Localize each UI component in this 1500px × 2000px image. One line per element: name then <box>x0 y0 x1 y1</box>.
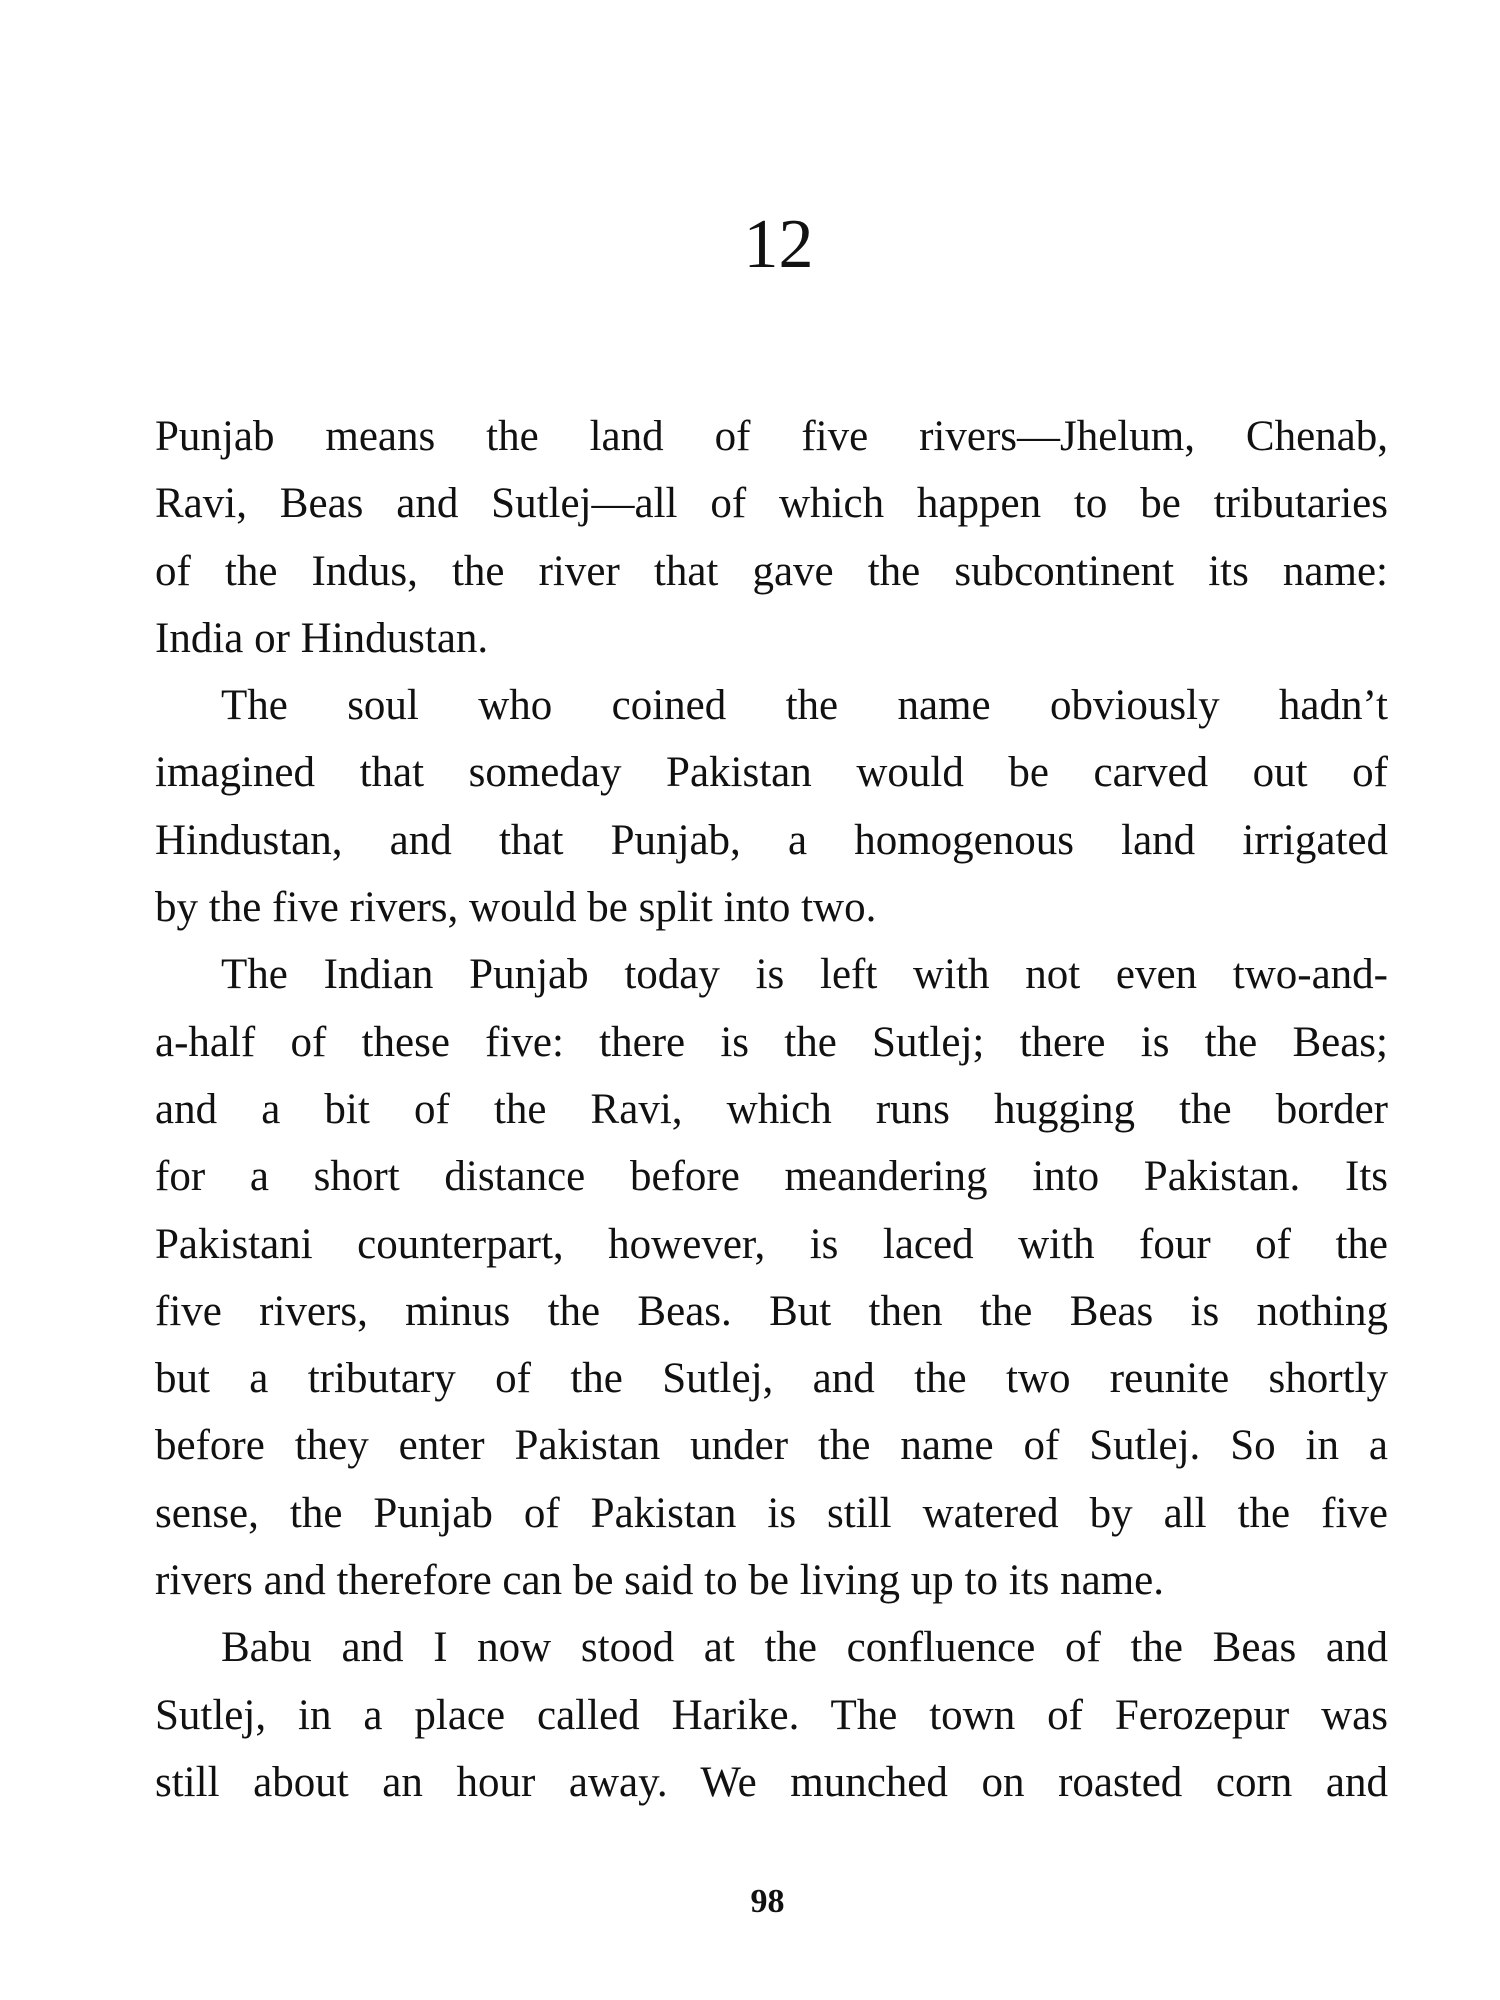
text-line: for a short distance before meandering into Pakistan. Its <box>155 1153 1388 1201</box>
text-line: Pakistani counterpart, however, is laced with four of the <box>155 1220 1388 1268</box>
text-line: rivers and therefore can be said to be living up to its name. <box>155 1557 1164 1605</box>
text-line: The Indian Punjab today is left with not even two-and- <box>221 951 1388 999</box>
text-line: India or Hindustan. <box>155 614 489 662</box>
text-line: Ravi, Beas and Sutlej—all of which happen to be tributaries <box>155 480 1388 528</box>
chapter-number: 12 <box>743 206 814 283</box>
text-line: The soul who coined the name obviously hadn’t <box>221 682 1388 730</box>
paragraph <box>155 941 1388 1614</box>
text-line: still about an hour away. We munched on roasted corn and <box>155 1758 1388 1806</box>
text-line: and a bit of the Ravi, which runs hugging the border <box>155 1085 1388 1133</box>
text-line: imagined that someday Pakistan would be carved out of <box>155 749 1388 797</box>
text-line: sense, the Punjab of Pakistan is still watered by all the five <box>155 1489 1388 1537</box>
text-line: Babu and I now stood at the confluence of the Beas and <box>221 1624 1388 1672</box>
text-line: Hindustan, and that Punjab, a homogenous land irrigated <box>155 816 1388 864</box>
text-line: before they enter Pakistan under the name of Sutlej. So in a <box>155 1422 1388 1470</box>
body-text <box>155 403 1388 1816</box>
text-line: a-half of these five: there is the Sutlej; there is the Beas; <box>155 1018 1388 1066</box>
paragraph <box>155 672 1388 941</box>
page-number: 98 <box>750 1883 785 1920</box>
text-line: but a tributary of the Sutlej, and the two reunite shortly <box>155 1355 1388 1403</box>
text-line: five rivers, minus the Beas. But then the Beas is nothing <box>155 1287 1388 1335</box>
text-line: by the five rivers, would be split into two. <box>155 884 877 932</box>
paragraph <box>155 403 1388 672</box>
text-line: of the Indus, the river that gave the subcontinent its name: <box>155 547 1388 595</box>
text-line: Sutlej, in a place called Harike. The town of Ferozepur was <box>155 1691 1388 1739</box>
paragraph <box>155 1614 1388 1816</box>
text-line: Punjab means the land of five rivers—Jhelum, Chenab, <box>155 413 1388 460</box>
